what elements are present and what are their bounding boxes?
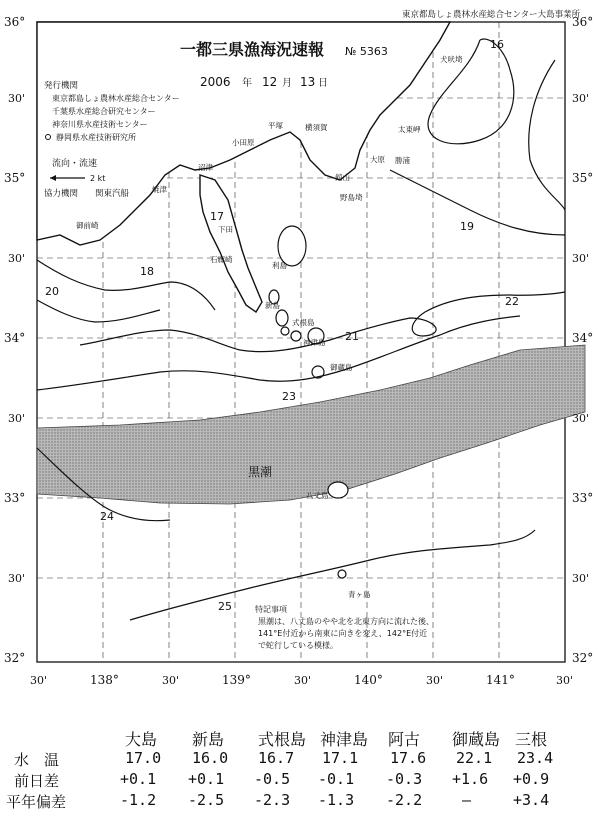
svg-text:沼津: 沼津: [198, 163, 213, 172]
niijima-island: [276, 310, 288, 326]
kuroshio-band: [37, 345, 585, 504]
table-cell: +0.1: [120, 770, 157, 788]
svg-text:30': 30': [572, 92, 590, 105]
svg-text:32°: 32°: [4, 651, 26, 665]
row-label: 平年偏差: [6, 793, 67, 811]
svg-text:横須賀: 横須賀: [305, 123, 328, 132]
svg-text:18: 18: [140, 265, 154, 278]
svg-text:32°: 32°: [572, 651, 594, 665]
svg-text:2 kt: 2 kt: [90, 174, 106, 183]
kozu-island: [291, 331, 301, 341]
svg-text:特記事項: 特記事項: [255, 605, 287, 614]
col-header: 神津島: [320, 730, 369, 749]
svg-text:139°: 139°: [222, 673, 251, 687]
table-cell: -0.3: [386, 770, 423, 788]
svg-text:30': 30': [572, 572, 590, 585]
map-title: 一都三県漁海況速報: [180, 40, 325, 59]
report-date: [200, 75, 328, 89]
hachijo-island: [328, 482, 348, 498]
svg-text:30': 30': [8, 252, 26, 265]
svg-text:静岡県水産技術研究所: 静岡県水産技術研究所: [56, 133, 136, 142]
svg-text:石廊崎: 石廊崎: [210, 255, 233, 264]
svg-text:34°: 34°: [4, 331, 26, 345]
table-cell: +0.9: [513, 770, 550, 788]
svg-text:勝浦: 勝浦: [395, 156, 410, 165]
svg-text:日: 日: [318, 78, 328, 89]
svg-text:八丈島: 八丈島: [306, 491, 329, 500]
table-cell: 17.1: [322, 749, 359, 767]
temperature-table: [0, 695, 605, 820]
remarks: [255, 604, 434, 650]
svg-text:141°E付近から南東に向きを変え、142°E付近: 141°E付近から南東に向きを変え、142°E付近: [258, 629, 428, 638]
svg-text:で蛇行している模様。: で蛇行している模様。: [258, 641, 338, 650]
row-label: 水 温: [14, 751, 60, 769]
svg-text:138°: 138°: [90, 673, 119, 687]
table-cell: 23.4: [517, 749, 554, 767]
svg-text:36°: 36°: [572, 15, 594, 29]
issuer-top: 東京都島しょ農林水産総合センター大島事業所: [402, 10, 581, 20]
svg-text:21: 21: [345, 330, 359, 343]
svg-text:神奈川県水産技術センター: 神奈川県水産技術センター: [52, 120, 148, 129]
svg-text:16: 16: [490, 38, 504, 51]
oshima-island: [278, 226, 306, 266]
svg-text:焼津: 焼津: [152, 185, 167, 194]
svg-text:御蔵島: 御蔵島: [330, 363, 353, 372]
table-cell: -1.2: [120, 791, 157, 809]
svg-text:新島: 新島: [265, 301, 280, 310]
svg-text:13: 13: [300, 75, 316, 89]
col-header: 御蔵島: [452, 730, 501, 749]
longitude-labels: [30, 673, 573, 687]
svg-text:御前崎: 御前崎: [76, 221, 99, 230]
table-cell: -2.5: [188, 791, 225, 809]
svg-text:利島: 利島: [272, 261, 287, 270]
table-cell: 17.6: [390, 749, 427, 767]
svg-text:大原: 大原: [370, 155, 385, 164]
svg-text:30': 30': [556, 674, 574, 687]
report-number: № 5363: [345, 45, 388, 58]
svg-text:19: 19: [460, 220, 474, 233]
svg-text:2006: 2006: [200, 75, 231, 89]
svg-text:30': 30': [8, 92, 26, 105]
svg-text:協力機関: 協力機関: [44, 189, 79, 199]
table-cell: +3.4: [513, 791, 550, 809]
svg-text:30': 30': [30, 674, 48, 687]
svg-text:千葉県水産総合研究センター: 千葉県水産総合研究センター: [52, 107, 156, 116]
col-header: 大島: [125, 730, 158, 749]
svg-text:小田原: 小田原: [232, 138, 255, 147]
svg-text:黒潮は、八丈島のやや北を北東方向に流れた後、: 黒潮は、八丈島のやや北を北東方向に流れた後、: [258, 617, 434, 626]
table-cell: -2.2: [386, 791, 423, 809]
land: [37, 22, 450, 312]
svg-text:30': 30': [162, 674, 180, 687]
svg-text:30': 30': [572, 412, 590, 425]
shikine-island: [281, 327, 289, 335]
col-header: 阿古: [388, 730, 421, 749]
table-cell: 22.1: [456, 749, 493, 767]
svg-text:30': 30': [8, 412, 26, 425]
svg-text:流向・流速: 流向・流速: [52, 159, 98, 169]
svg-text:太東岬: 太東岬: [398, 125, 421, 134]
svg-text:24: 24: [100, 510, 114, 523]
svg-text:神津島: 神津島: [303, 338, 326, 347]
svg-text:23: 23: [282, 390, 296, 403]
svg-text:30': 30': [294, 674, 312, 687]
svg-text:犬吠埼: 犬吠埼: [440, 55, 463, 64]
table-cell: -0.5: [254, 770, 291, 788]
col-header: 三根: [515, 730, 548, 749]
svg-text:東京都島しょ農林水産総合センター: 東京都島しょ農林水産総合センター: [52, 94, 180, 103]
kuroshio-label: 黒潮: [248, 465, 273, 479]
svg-text:33°: 33°: [572, 491, 594, 505]
svg-text:36°: 36°: [4, 15, 26, 29]
svg-text:平塚: 平塚: [268, 121, 283, 130]
svg-text:関東汽船: 関東汽船: [95, 189, 130, 199]
svg-text:30': 30': [426, 674, 444, 687]
aogashima-island: [338, 570, 346, 578]
svg-text:発行機関: 発行機関: [44, 81, 79, 91]
svg-text:140°: 140°: [354, 673, 383, 687]
table-cell: +0.1: [188, 770, 225, 788]
svg-text:30': 30': [572, 252, 590, 265]
svg-text:35°: 35°: [572, 171, 594, 185]
table-cell: +1.6: [452, 770, 489, 788]
svg-text:館山: 館山: [335, 173, 350, 182]
table-cell: 16.0: [192, 749, 229, 767]
svg-text:25: 25: [218, 600, 232, 613]
svg-text:141°: 141°: [486, 673, 515, 687]
svg-text:17: 17: [210, 210, 224, 223]
svg-text:式根島: 式根島: [292, 318, 315, 327]
svg-text:12: 12: [262, 75, 278, 89]
col-header: 新島: [192, 730, 225, 749]
svg-text:30': 30': [8, 572, 26, 585]
svg-text:34°: 34°: [572, 331, 594, 345]
svg-text:月: 月: [282, 78, 292, 89]
col-header: 式根島: [258, 730, 307, 749]
svg-text:年: 年: [242, 78, 252, 89]
table-cell: -2.3: [254, 791, 291, 809]
svg-text:22: 22: [505, 295, 519, 308]
svg-text:下田: 下田: [218, 225, 233, 234]
svg-text:青ヶ島: 青ヶ島: [348, 590, 371, 599]
row-label: 前日差: [14, 772, 60, 790]
svg-text:33°: 33°: [4, 491, 26, 505]
table-cell: 17.0: [125, 749, 162, 767]
svg-text:20: 20: [45, 285, 59, 298]
svg-text:35°: 35°: [4, 171, 26, 185]
table-cell: 16.7: [258, 749, 295, 767]
table-cell: -0.1: [318, 770, 355, 788]
table-cell: —: [462, 791, 472, 809]
table-cell: -1.3: [318, 791, 355, 809]
svg-text:野島埼: 野島埼: [340, 193, 363, 202]
